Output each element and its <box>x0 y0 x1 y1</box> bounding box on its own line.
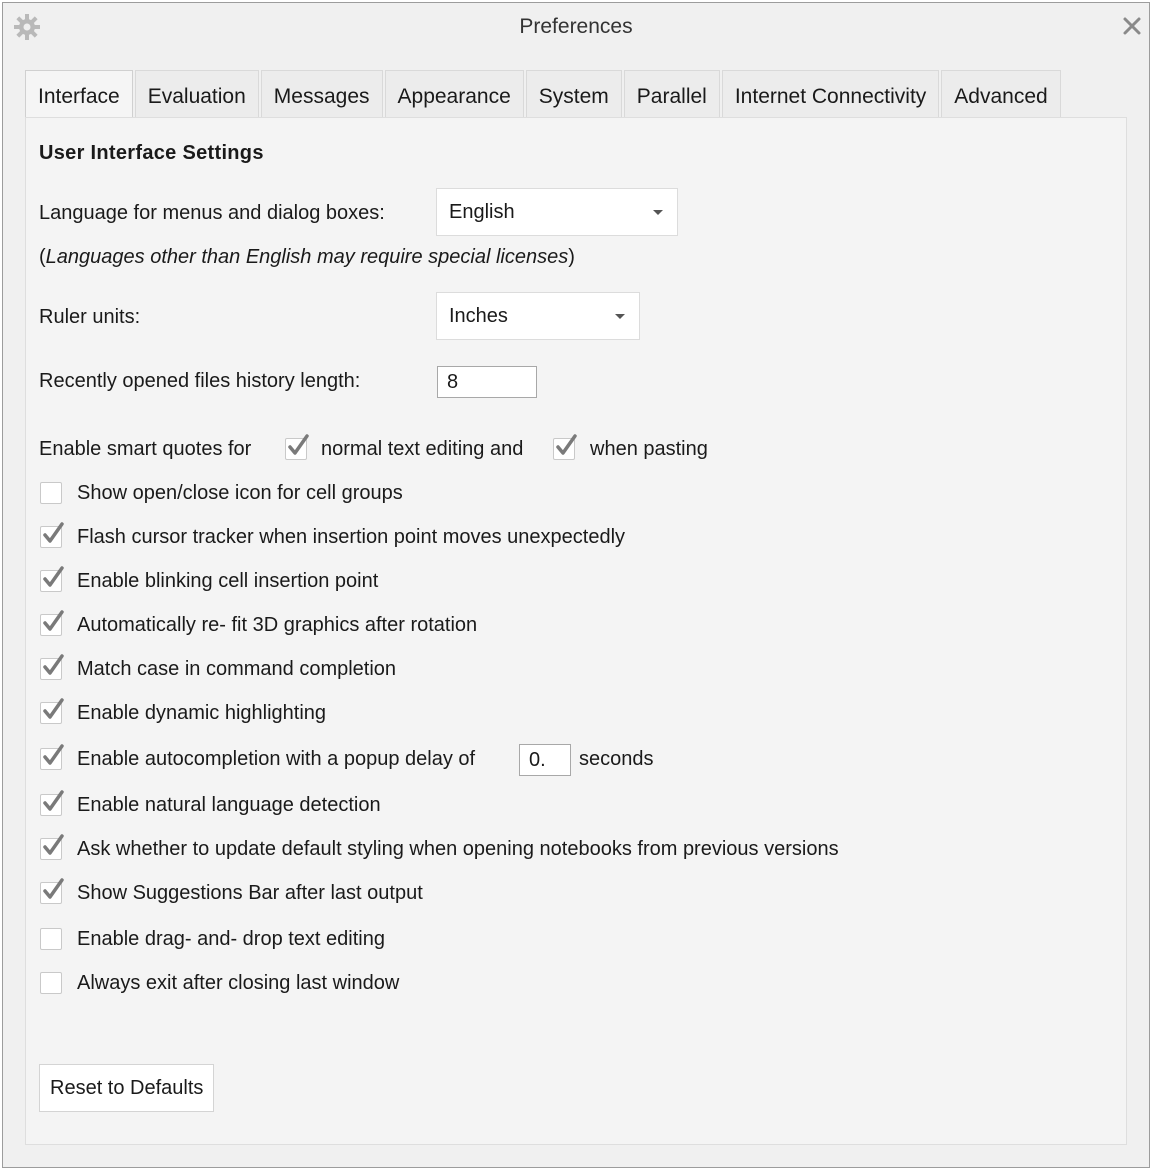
exit-after-last-window-checkbox[interactable] <box>40 972 62 994</box>
autocompletion-label: Enable autocompletion with a popup delay of <box>77 748 476 770</box>
update-styling-checkbox[interactable] <box>40 838 62 860</box>
dynamic-highlighting-label: Enable dynamic highlighting <box>77 702 327 724</box>
natural-language-label: Enable natural language detection <box>77 794 381 816</box>
tab-system[interactable]: System <box>526 70 622 117</box>
history-length-input[interactable]: 8 <box>437 366 537 398</box>
tab-evaluation[interactable]: Evaluation <box>135 70 259 117</box>
smart-quotes-pasting-label: when pasting <box>590 438 708 460</box>
checkmark-icon <box>556 433 578 457</box>
close-icon[interactable] <box>1121 15 1143 37</box>
tab-advanced[interactable]: Advanced <box>941 70 1060 117</box>
checkmark-icon <box>43 609 65 633</box>
refit-3d-graphics-label: Automatically re- fit 3D graphics after rotation <box>77 614 478 636</box>
show-cell-group-icon-checkbox[interactable] <box>40 482 62 504</box>
tab-interface[interactable]: Interface <box>25 70 133 119</box>
history-length-label: Recently opened files history length: <box>39 370 361 392</box>
checkmark-icon <box>43 743 65 767</box>
drag-and-drop-label: Enable drag- and- drop text editing <box>77 928 385 950</box>
ruler-units-label: Ruler units: <box>39 306 141 328</box>
checkmark-icon <box>43 697 65 721</box>
tab-parallel[interactable]: Parallel <box>624 70 720 117</box>
checkmark-icon <box>43 789 65 813</box>
drag-and-drop-checkbox[interactable] <box>40 928 62 950</box>
language-select[interactable] <box>436 188 678 236</box>
note-paren-close: ) <box>568 246 575 268</box>
smart-quotes-label: Enable smart quotes for <box>39 438 252 460</box>
match-case-label: Match case in command completion <box>77 658 397 680</box>
checkmark-icon <box>43 833 65 857</box>
reset-to-defaults-button[interactable]: Reset to Defaults <box>39 1064 214 1112</box>
ruler-units-value: Inches <box>449 305 508 327</box>
note-paren-open: ( <box>39 246 46 268</box>
ruler-units-select[interactable] <box>436 292 640 340</box>
tab-bar <box>25 70 1063 118</box>
tab-internet-connectivity[interactable]: Internet Connectivity <box>722 70 939 117</box>
popup-delay-unit: seconds <box>579 748 654 770</box>
dropdown-arrow-icon <box>615 314 625 319</box>
checkmark-icon <box>43 877 65 901</box>
flash-cursor-tracker-checkbox[interactable] <box>40 526 62 548</box>
update-styling-label: Ask whether to update default styling when opening notebooks from previous versions <box>77 838 839 860</box>
smart-quotes-pasting-checkbox[interactable] <box>553 438 575 460</box>
note-text: Languages other than English may require special licenses <box>45 246 569 268</box>
smart-quotes-normal-checkbox[interactable] <box>285 438 307 460</box>
interface-panel <box>25 117 1127 1145</box>
match-case-checkbox[interactable] <box>40 658 62 680</box>
checkmark-icon <box>43 653 65 677</box>
section-heading: User Interface Settings <box>39 142 264 164</box>
suggestions-bar-label: Show Suggestions Bar after last output <box>77 882 423 904</box>
window-title: Preferences <box>519 15 633 38</box>
exit-after-last-window-label: Always exit after closing last window <box>77 972 400 994</box>
checkmark-icon <box>43 565 65 589</box>
tab-appearance[interactable]: Appearance <box>385 70 524 117</box>
checkmark-icon <box>288 433 310 457</box>
blinking-insertion-point-checkbox[interactable] <box>40 570 62 592</box>
checkmark-icon <box>43 521 65 545</box>
smart-quotes-normal-label: normal text editing and <box>321 438 524 460</box>
dynamic-highlighting-checkbox[interactable] <box>40 702 62 724</box>
language-license-note <box>39 246 575 269</box>
blinking-insertion-point-label: Enable blinking cell insertion point <box>77 570 379 592</box>
show-cell-group-icon-label: Show open/close icon for cell groups <box>77 482 403 504</box>
natural-language-checkbox[interactable] <box>40 794 62 816</box>
language-label: Language for menus and dialog boxes: <box>39 202 385 224</box>
popup-delay-input[interactable]: 0. <box>519 744 571 776</box>
title-bar <box>3 3 1149 51</box>
autocompletion-checkbox[interactable] <box>40 748 62 770</box>
flash-cursor-tracker-label: Flash cursor tracker when insertion point moves unexpectedly <box>77 526 626 548</box>
dropdown-arrow-icon <box>653 210 663 215</box>
suggestions-bar-checkbox[interactable] <box>40 882 62 904</box>
preferences-window <box>2 2 1150 1168</box>
language-select-value: English <box>449 201 515 223</box>
tab-messages[interactable]: Messages <box>261 70 383 117</box>
refit-3d-graphics-checkbox[interactable] <box>40 614 62 636</box>
